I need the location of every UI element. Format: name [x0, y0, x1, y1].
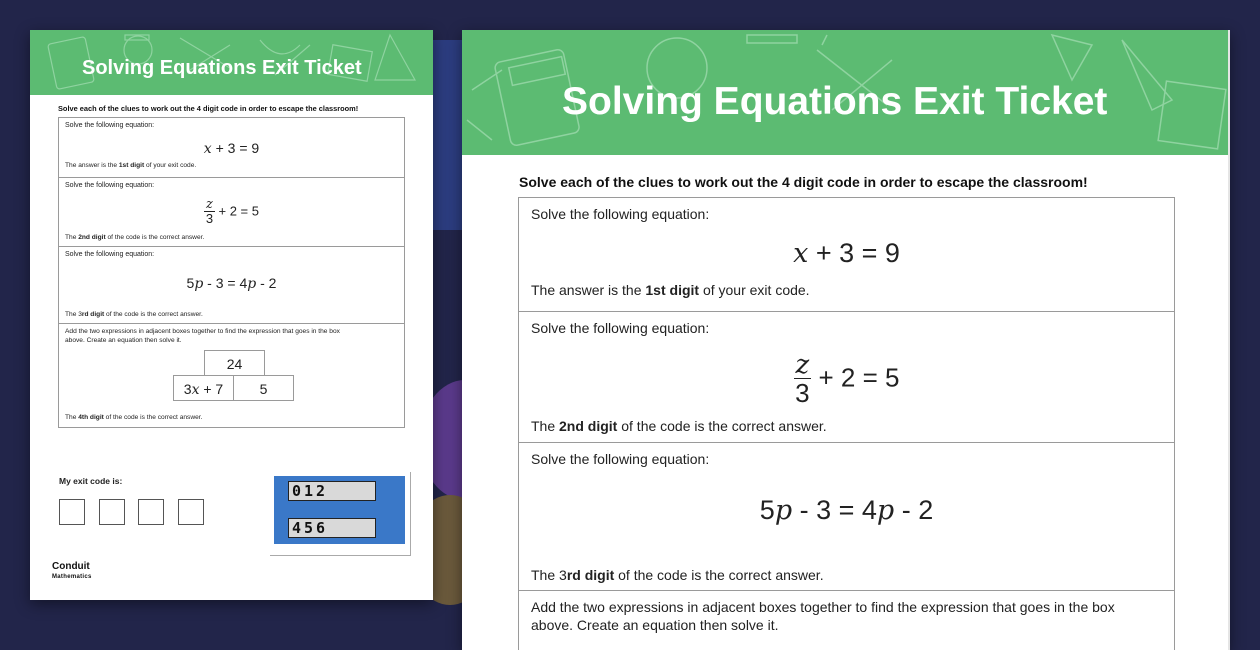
clue-note: The 2nd digit of the code is the correct answer.	[65, 234, 205, 241]
combination-lock-icon	[274, 476, 405, 544]
title-banner	[462, 30, 1230, 155]
equation-3: 5p - 3 = 4p - 2	[759, 495, 934, 526]
pyramid-right-box: 5	[233, 375, 294, 401]
clue-box-4	[518, 590, 1175, 650]
clue-prompt-line-2: above. Create an equation then solve it.	[65, 337, 182, 344]
clue-prompt: Solve the following equation:	[531, 451, 710, 467]
equation-1: x + 3 = 9	[203, 140, 260, 157]
equation-2: $\frac{z}{3}$ + 2 = 5	[205, 197, 259, 226]
clue-note: The 2nd digit of the code is the correct answer.	[531, 418, 827, 434]
clue-note: The 4th digit of the code is the correct answer.	[65, 414, 203, 421]
clue-note: The answer is the 1st digit of your exit code.	[65, 162, 197, 169]
equation-3: 5p - 3 = 4p - 2	[186, 275, 277, 292]
exit-code-label: My exit code is:	[59, 476, 123, 486]
logo-subtitle: Mathematics	[52, 574, 92, 580]
lock-wheel-row-1: 012	[288, 481, 376, 501]
page-edge	[1228, 30, 1230, 650]
worksheet-preview-large	[462, 30, 1230, 650]
clue-note: The 3rd digit of the code is the correct answer.	[65, 311, 203, 318]
clue-note: The 3rd digit of the code is the correct answer.	[531, 567, 824, 583]
exit-code-digit-1[interactable]	[59, 499, 85, 525]
instructions: Solve each of the clues to work out the 4 digit code in order to escape the classroom!	[519, 174, 1088, 190]
exit-code-digit-3[interactable]	[138, 499, 164, 525]
clue-prompt-line-1: Add the two expressions in adjacent boxes together to find the expression that goes in the box	[65, 328, 340, 335]
clue-prompt: Solve the following equation:	[65, 122, 155, 129]
clue-note: The answer is the 1st digit of your exit code.	[531, 282, 810, 298]
exit-code-digit-2[interactable]	[99, 499, 125, 525]
clue-prompt: Solve the following equation:	[531, 320, 710, 336]
equation-2: $\frac{z}{3}$ + 2 = 5	[795, 350, 900, 408]
clue-box-2	[518, 311, 1175, 443]
clue-prompt-line-2: above. Create an equation then solve it.	[531, 617, 779, 633]
clue-box-3	[58, 246, 405, 324]
page-title: Solving Equations Exit Ticket	[562, 80, 1108, 123]
logo-name: Conduit	[52, 561, 90, 572]
clue-prompt: Solve the following equation:	[65, 251, 155, 258]
clue-box-3	[518, 442, 1175, 591]
equation-1: x + 3 = 9	[793, 238, 900, 269]
worksheet-preview-small	[30, 30, 433, 600]
clue-prompt: Solve the following equation:	[65, 182, 155, 189]
clue-box-1	[518, 197, 1175, 312]
exit-code-digit-4[interactable]	[178, 499, 204, 525]
instructions: Solve each of the clues to work out the 4 digit code in order to escape the classroom!	[58, 104, 359, 113]
clue-prompt-line-1: Add the two expressions in adjacent boxes together to find the expression that goes in the box	[531, 599, 1115, 615]
pyramid-left-box: 3x + 7	[173, 375, 234, 401]
title-banner	[30, 30, 433, 95]
clue-box-4	[58, 323, 405, 428]
clue-box-2	[58, 177, 405, 247]
pyramid-top-box: 24	[204, 350, 265, 376]
lock-wheel-row-2: 456	[288, 518, 376, 538]
clue-box-1	[58, 117, 405, 178]
clue-prompt: Solve the following equation:	[531, 206, 710, 222]
page-title: Solving Equations Exit Ticket	[82, 57, 362, 79]
